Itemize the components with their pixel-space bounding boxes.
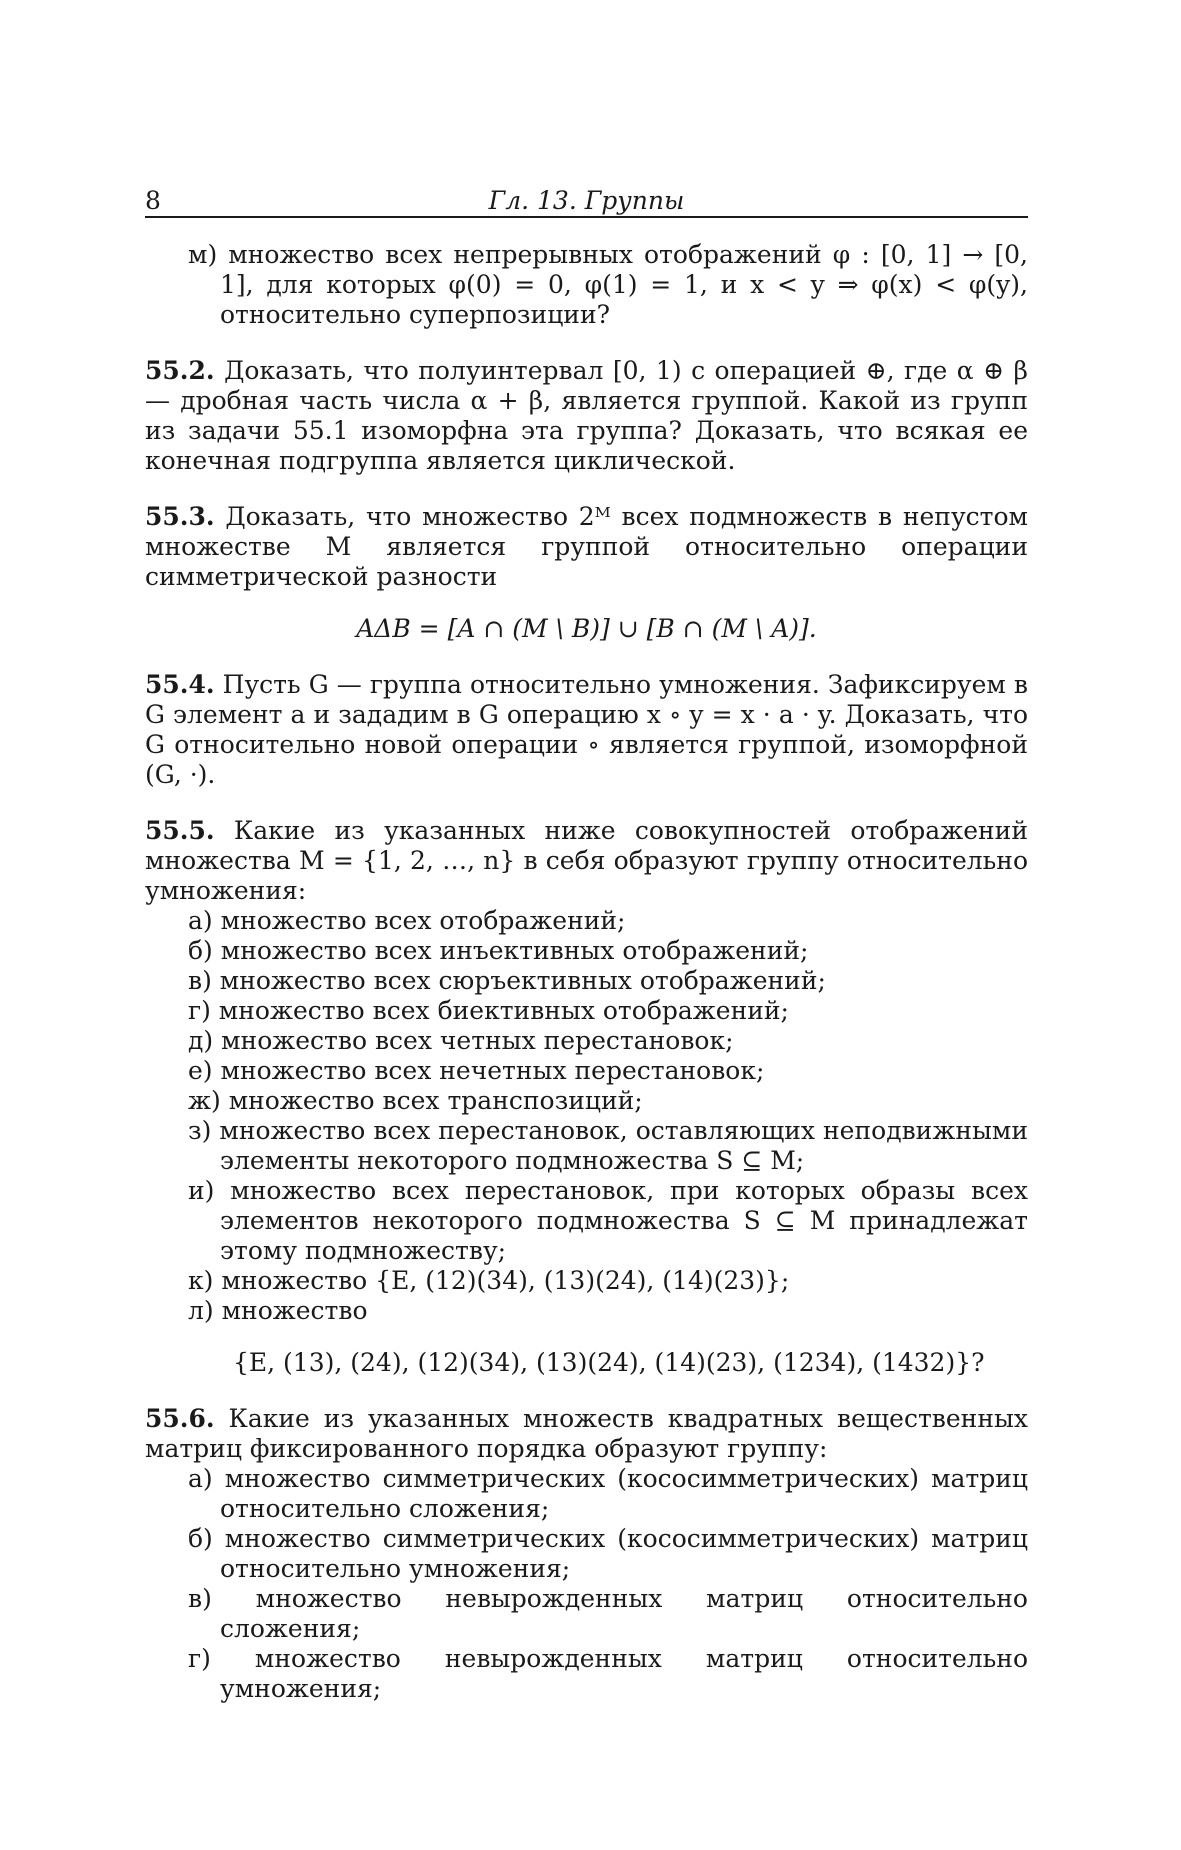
- formula-symmetric-difference: AΔB = [A ∩ (M \ B)] ∪ [B ∩ (M \ A)].: [356, 614, 817, 643]
- problem-text: Какие из указанных множеств квадратных вещественных матриц фиксированного порядка образуют группу:: [145, 1404, 1028, 1463]
- list-item: в) множество всех сюръективных отображений;: [188, 966, 826, 995]
- list-item: г) множество невырожденных матриц относительно умножения;: [188, 1644, 1028, 1703]
- problem-number: 55.3.: [145, 502, 215, 531]
- list-item: г) множество всех биективных отображений;: [188, 996, 789, 1025]
- list-item: а) множество симметрических (кососимметрических) матриц относительно сложения;: [188, 1464, 1028, 1523]
- problem-55-5-list: [145, 906, 1028, 1326]
- problem-55-2: [145, 356, 1028, 476]
- problem-55-6: [145, 1404, 1028, 1464]
- list-item: и) множество всех перестановок, при которых образы всех элементов некоторого подмножества S ⊆ M принадлежат этому подмножеству;: [188, 1176, 1028, 1265]
- problem-text: Доказать, что полуинтервал [0, 1) с операцией ⊕, где α ⊕ β — дробная часть числа α + β, является группой. Какой из групп из задачи 55.1 изоморфна эта группа? Доказать, что всякая ее конечная подгруппа является циклической.: [145, 356, 1028, 475]
- chapter-title: Гл. 13. Группы: [488, 186, 685, 215]
- page-body: [145, 240, 1028, 1704]
- list-item: б) множество всех инъективных отображений;: [188, 936, 809, 965]
- page-header: [145, 186, 1028, 218]
- problem-number: 55.5.: [145, 816, 215, 845]
- list-item: б) множество симметрических (кососимметрических) матриц относительно умножения;: [188, 1524, 1028, 1583]
- list-item: ж) множество всех транспозиций;: [188, 1086, 643, 1115]
- problem-number: 55.6.: [145, 1404, 215, 1433]
- problem-55-3: [145, 502, 1028, 592]
- list-item: в) множество невырожденных матриц относительно сложения;: [188, 1584, 1028, 1643]
- list-item: д) множество всех четных перестановок;: [188, 1026, 734, 1055]
- list-item-m: м) множество всех непрерывных отображений φ : [0, 1] → [0, 1], для которых φ(0) = 0, φ(1) = 1, и x < y ⇒ φ(x) < φ(y), относительно суперпозиции?: [188, 240, 1028, 329]
- list-item: к) множество {E, (12)(34), (13)(24), (14)(23)};: [188, 1266, 790, 1295]
- problem-text: Пусть G — группа относительно умножения. Зафиксируем в G элемент a и зададим в G операцию x ∘ y = x · a · y. Доказать, что G относительно новой операции ∘ является группой, изоморфной (G, ·).: [145, 670, 1028, 789]
- formula-permutation-set: {E, (13), (24), (12)(34), (13)(24), (14)(23), (1234), (1432)}?: [233, 1348, 985, 1377]
- list-item: л) множество: [188, 1296, 368, 1325]
- page-number: 8: [145, 186, 161, 215]
- list-item: е) множество всех нечетных перестановок;: [188, 1056, 765, 1085]
- problem-55-6-list: [145, 1464, 1028, 1704]
- problem-number: 55.2.: [145, 356, 215, 385]
- problem-text: Какие из указанных ниже совокупностей отображений множества M = {1, 2, …, n} в себя образуют группу относительно умножения:: [145, 816, 1028, 905]
- list-item: з) множество всех перестановок, оставляющих неподвижными элементы некоторого подмножества S ⊆ M;: [188, 1116, 1028, 1175]
- problem-text: Доказать, что множество 2ᴹ всех подмножеств в непустом множестве M является группой относительно операции симметрической разности: [145, 502, 1028, 591]
- problem-number: 55.4.: [145, 670, 215, 699]
- problem-55-4: [145, 670, 1028, 790]
- list-item: а) множество всех отображений;: [188, 906, 626, 935]
- problem-55-5: [145, 816, 1028, 906]
